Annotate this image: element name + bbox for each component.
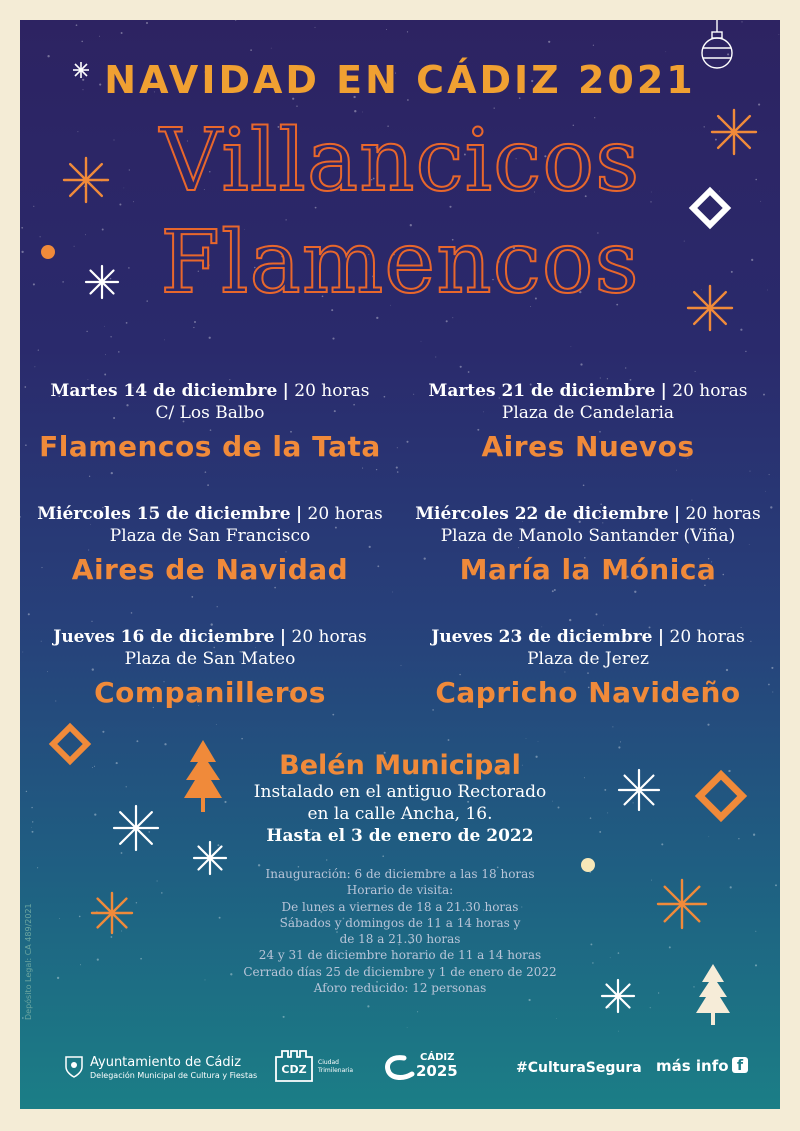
mas-info-link[interactable]: más info <box>656 1057 729 1075</box>
info-line: Horario de visita: <box>346 883 454 898</box>
event-card: Miércoles 15 de diciembre | 20 horas Plaza de San Francisco Aires de Navidad <box>30 503 390 586</box>
event-date: Martes 14 de diciembre <box>50 381 278 401</box>
main-title-line2: Flamencos <box>160 213 640 313</box>
event-date: Jueves 16 de diciembre <box>53 627 275 647</box>
event-time: 20 horas <box>672 381 748 401</box>
info-line: Aforo reducido: 12 personas <box>313 981 487 996</box>
belen-section <box>20 750 780 847</box>
poster <box>20 20 780 1109</box>
cdz-sub: Ciudad Trimilenaria <box>318 1059 354 1074</box>
event-time: 20 horas <box>307 504 383 524</box>
info-line: de 18 a 21.30 horas <box>339 932 461 947</box>
belen-line: Instalado en el antiguo Rectorado <box>253 782 547 802</box>
event-time: 20 horas <box>669 627 745 647</box>
hashtag: #CulturaSegura <box>516 1060 642 1076</box>
event-performer: Flamencos de la Tata <box>39 430 381 463</box>
event-performer: Aires Nuevos <box>481 430 695 463</box>
event-date: Miércoles 22 de diciembre <box>415 504 669 524</box>
year-title: NAVIDAD EN CÁDIZ 2021 <box>104 58 696 102</box>
event-card: Martes 14 de diciembre | 20 horas C/ Los Balbo Flamencos de la Tata <box>30 380 390 463</box>
event-performer: Aires de Navidad <box>71 553 349 586</box>
cdz-text: CDZ <box>281 1063 307 1076</box>
cadiz-2025-top: CÁDIZ <box>420 1052 455 1063</box>
main-title-line1: Villancicos <box>159 111 641 211</box>
info-line: 24 y 31 de diciembre horario de 11 a 14 horas <box>258 948 542 963</box>
info-line: Inauguración: 6 de diciembre a las 18 horas <box>265 867 535 881</box>
event-time: 20 horas <box>294 381 370 401</box>
event-card: Martes 21 de diciembre | 20 horas Plaza de Candelaria Aires Nuevos <box>408 380 768 463</box>
event-place: Plaza de Manolo Santander (Viña) <box>440 526 736 546</box>
belen-line: en la calle Ancha, 16. <box>307 804 493 824</box>
event-performer: María la Mónica <box>459 553 717 586</box>
event-card: Miércoles 22 de diciembre | 20 horas Plaza de Manolo Santander (Viña) María la Mónica <box>408 503 768 586</box>
event-place: Plaza de San Francisco <box>109 526 311 546</box>
event-time: 20 horas <box>685 504 761 524</box>
ayuntamiento-sub: Delegación Municipal de Cultura y Fiestas <box>90 1071 258 1080</box>
ayuntamiento-name: Ayuntamiento de Cádiz <box>90 1055 242 1070</box>
cadiz-2025-mark-icon <box>382 1054 416 1082</box>
event-place: C/ Los Balbo <box>155 403 265 423</box>
event-performer: Companilleros <box>94 676 326 709</box>
facebook-icon[interactable]: f <box>732 1057 748 1073</box>
belen-title: Belén Municipal <box>279 750 521 781</box>
belen-dates: Hasta el 3 de enero de 2022 <box>266 826 534 846</box>
cadiz-2025-bottom: 2025 <box>416 1062 458 1080</box>
info-line: Sábados y domingos de 11 a 14 horas y <box>279 915 521 930</box>
visiting-info <box>20 866 780 996</box>
event-date: Jueves 23 de diciembre <box>431 627 653 647</box>
legal-deposit: Depósito Legal: CA 489/2021 <box>24 903 33 1020</box>
coat-of-arms-icon <box>64 1055 84 1079</box>
event-place: Plaza de San Mateo <box>124 649 296 669</box>
event-date: Martes 21 de diciembre <box>428 381 656 401</box>
event-time: 20 horas <box>291 627 367 647</box>
event-date: Miércoles 15 de diciembre <box>37 504 291 524</box>
event-place: Plaza de Jerez <box>527 649 649 669</box>
event-performer: Capricho Navideño <box>435 676 741 709</box>
event-card: Jueves 23 de diciembre | 20 horas Plaza de Jerez Capricho Navideño <box>408 626 768 709</box>
event-place: Plaza de Candelaria <box>501 403 675 423</box>
info-line: De lunes a viernes de 18 a 21.30 horas <box>281 899 519 914</box>
event-card: Jueves 16 de diciembre | 20 horas Plaza de San Mateo Companilleros <box>30 626 390 709</box>
info-line: Cerrado días 25 de diciembre y 1 de enero de 2022 <box>243 964 557 979</box>
footer <box>20 1052 780 1092</box>
